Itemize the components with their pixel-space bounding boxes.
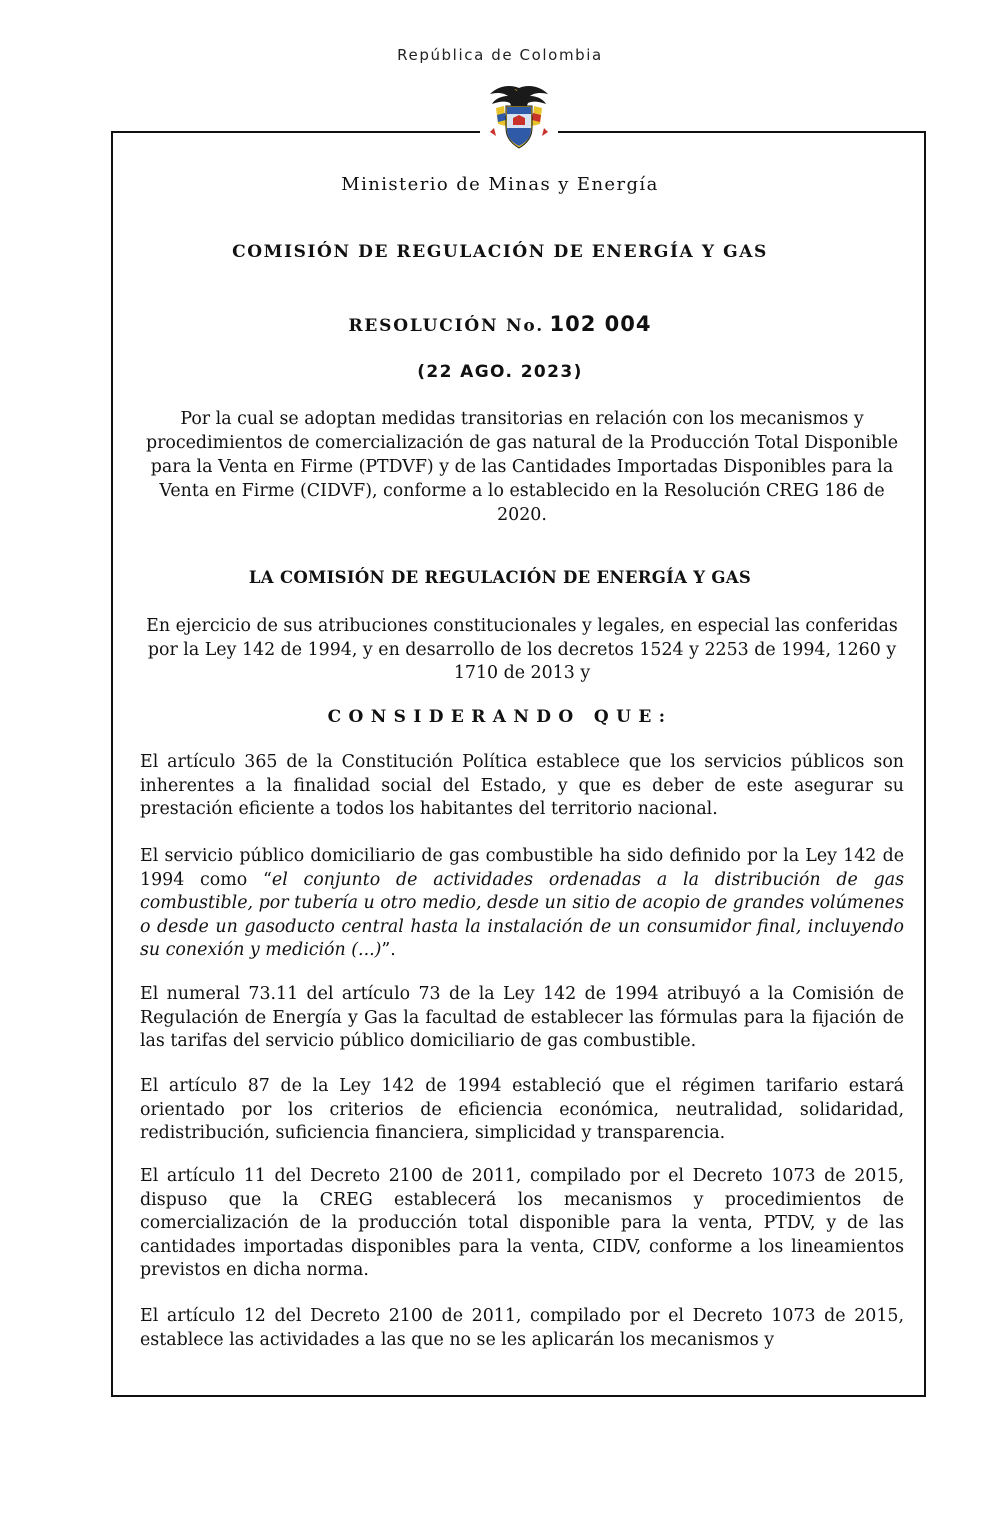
considering-heading: CONSIDERANDO QUE:: [327, 707, 673, 727]
authority-text: En ejercicio de sus atribuciones constitucionales y legales, en especial las conferidas por la Ley 142 de 1994, y en desarrollo de los decretos 1524 y 2253 de 1994, 1260 y 1710 de 2013 y: [146, 616, 898, 683]
colombia-coat-of-arms-icon: [486, 82, 552, 152]
ministry-name: Ministerio de Minas y Energía: [341, 174, 659, 195]
resolution-label: RESOLUCIÓN No.: [348, 316, 544, 336]
paragraph-2-start: El servicio público domiciliario de gas combustible ha sido definido por la Ley 142 de 1994 como “: [140, 846, 904, 890]
resolution-title: [0, 312, 1000, 336]
paragraph-1: El artículo 365 de la Constitución Política establece que los servicios públicos son inherentes a la finalidad social del Estado, y que es deber de este asegurar su prestación eficiente a todos los habitantes del territorio nacional.: [140, 752, 904, 819]
resolution-date: (22 AGO. 2023): [417, 362, 583, 382]
paragraph-6: El artículo 12 del Decreto 2100 de 2011, compilado por el Decreto 1073 de 2015, establece las actividades a las que no se les aplicarán los mecanismos y: [140, 1306, 904, 1350]
authority-heading: LA COMISIÓN DE REGULACIÓN DE ENERGÍA Y GAS: [248, 568, 752, 587]
paragraph-2: [140, 845, 904, 963]
commission-name: COMISIÓN DE REGULACIÓN DE ENERGÍA Y GAS: [232, 242, 768, 262]
paragraph-4: El artículo 87 de la Ley 142 de 1994 estableció que el régimen tarifario estará orientado por los criterios de eficiencia económica, neutralidad, solidaridad, redistribución, suficiencia financiera, simplicidad y transparencia.: [140, 1076, 904, 1143]
paragraph-3: El numeral 73.11 del artículo 73 de la Ley 142 de 1994 atribuyó a la Comisión de Regulación de Energía y Gas la facultad de establecer las fórmulas para la fijación de las tarifas del servicio público domiciliario de gas combustible.: [140, 984, 904, 1051]
resolution-number: 102 004: [549, 312, 652, 336]
republic-header: República de Colombia: [397, 46, 603, 64]
paragraph-2-quote: el conjunto de actividades ordenadas a la distribución de gas combustible, por tubería u otro medio, desde un sitio de acopio de grandes volúmenes o desde un gasoducto central hasta la instalación de un consumidor final, incluyendo su conexión y medición (...): [140, 869, 904, 960]
resolution-summary: Por la cual se adoptan medidas transitorias en relación con los mecanismos y procedimientos de comercialización de gas natural de la Producción Total Disponible para la Venta en Firme (PTDVF) y de las Cantidades Importadas Disponibles para la Venta en Firme (CIDVF), conforme a lo establecido en la Resolución CREG 186 de 2020.: [145, 409, 899, 525]
paragraph-2-end: ”.: [381, 940, 396, 960]
paragraph-5: El artículo 11 del Decreto 2100 de 2011, compilado por el Decreto 1073 de 2015, dispuso que la CREG establecerá los mecanismos y procedimientos de comercialización de la producción total disponible para la venta, PTDV, y de las cantidades importadas disponibles para la venta, CIDV, conforme a los lineamientos previstos en dicha norma.: [140, 1166, 904, 1280]
